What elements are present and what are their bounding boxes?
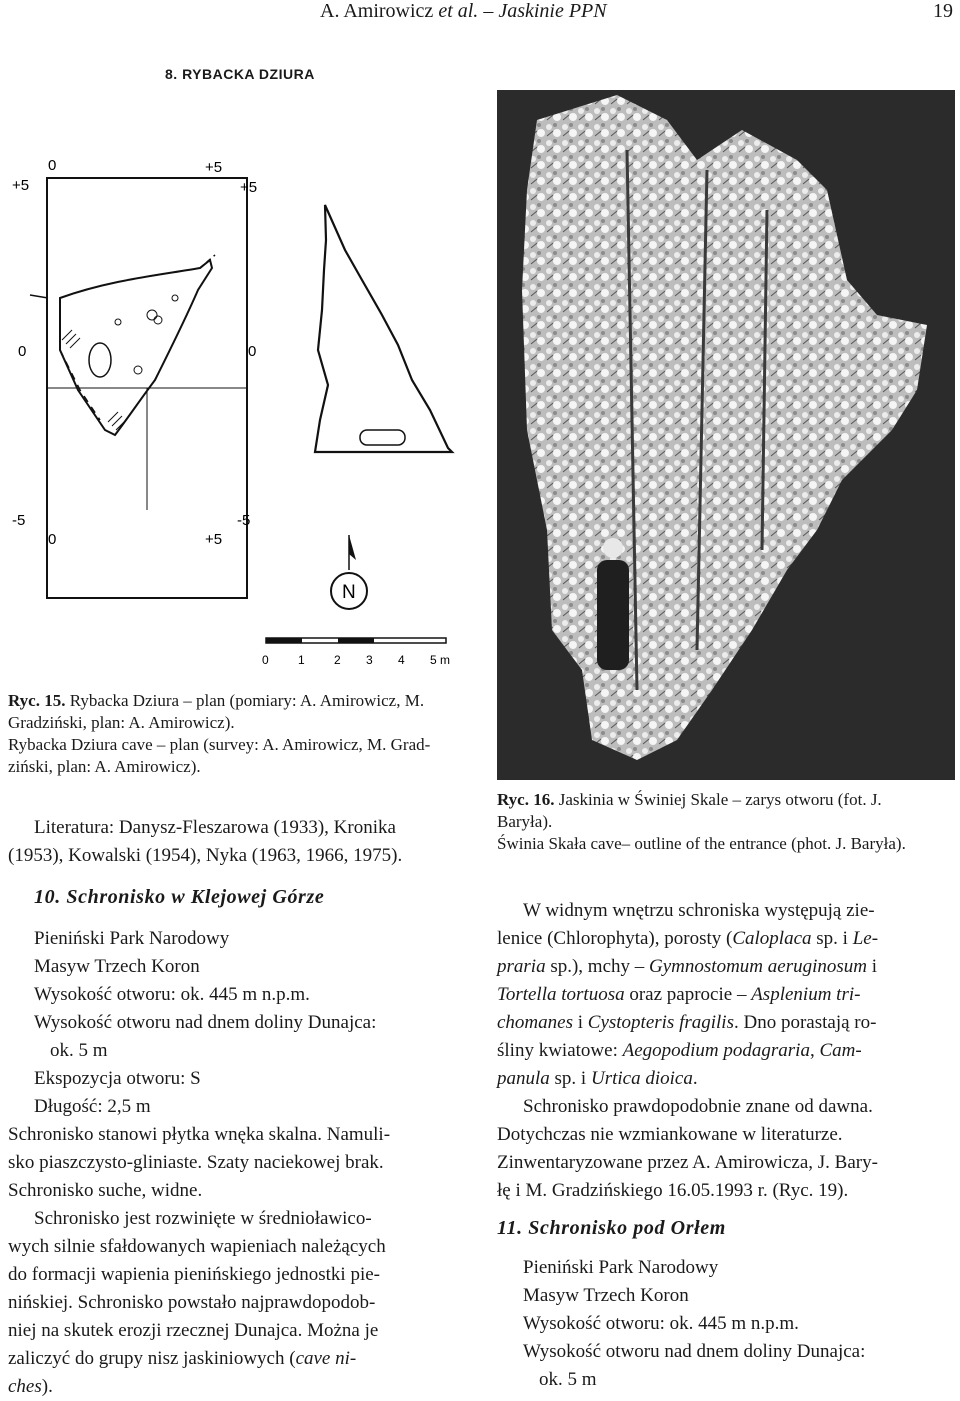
plan-rock-3 [172,295,178,301]
scale-bar-seg-1 [266,638,302,643]
grid-label-left-0: 0 [18,343,27,360]
grid-label-right-0: 0 [248,343,257,360]
scale-bar-seg-3 [338,638,374,643]
grid-label-bottom-0: 0 [48,531,57,548]
scale-label-3: 3 [366,653,373,667]
plan-dripline [60,350,100,420]
left-literature: Literatura: Danysz-Fleszarowa (1933), Kronika (1953), Kowalski (1954), Nyka (1963, 1966, 1975). [8,817,403,866]
plan-arrow-top [200,255,215,268]
scale-label-4: 4 [398,653,405,667]
grid-label-bottom-plus5: +5 [205,531,223,548]
photo-person-head [603,538,623,558]
grid-label-top-0: 0 [48,157,57,174]
section-10-info: Pieniński Park Narodowy Masyw Trzech Koron Wysokość otworu: ok. 445 m n.p.m. Wysokość otworu nad dnem doliny Dunajca: ok. 5 m Ekspozycja otworu: S Długość: 2,5 m Schronisko stanowi płytka wnęka skalna. Namuli- sko piaszczysto-gliniaste. Szaty naciekowej brak. Schronisko suche, widne. Schronisko jest rozwinięte w średnioławico- wych silnie sfałdowanych wapieniach należących do formacji wapienia pienińskiego jednostki pie- nińskiej. Schronisko powstało najprawdopodob- niej na skutek erozji rzecznej Dunajca. Można je zaliczyć do grupy nisz jaskiniowych (cave ni- ches). [8,928,391,1397]
grid-label-top-plus5: +5 [205,159,223,176]
scale-label-5m: 5 m [430,653,451,667]
cave-plan-figure [0,90,490,680]
plan-rock-5 [134,366,142,374]
north-arrow-icon [349,535,356,560]
header-authors: A. Amirowicz et al. – Jaskinie PPN [320,0,607,22]
north-label: N [342,582,356,603]
scale-label-0: 0 [262,653,269,667]
figure15-title: 8. RYBACKA DZIURA [165,66,315,82]
grid-label-right-plus5: +5 [240,179,258,196]
profile-outline [315,205,452,452]
figure16-caption: Ryc. 16. Jaskinia w Świniej Skale – zarys otworu (fot. J. Baryła). Świnia Skała cave– outline of the entrance (phot. J. Baryła). [497,790,906,853]
plan-outline [60,260,212,435]
grid-label-left-plus5: +5 [12,177,30,194]
plan-arrow-left [30,295,48,298]
right-paragraphs: W widnym wnętrzu schroniska występują zie- lenice (Chlorophyta), porosty (Caloplaca sp. i Le- praria sp.), mchy – Gymnostomum aeruginosum i Tortella tortuosa oraz paprocie – Asplenium tri- chomanes i Cystopteris fragilis. Dno porastają ro- śliny kwiatowe: Aegopodium podagraria, Cam- panula sp. i Urtica dioica. Schronisko prawdopodobnie znane od dawna. Dotychczas nie wzmiankowane w literaturze. Zinwentaryzowane przez A. Amirowicza, J. Bary- łę i M. Gradzińskiego 16.05.1993 r. (Ryc. 19). [497,900,879,1201]
page-number: 19 [933,0,953,22]
plan-rock-2 [154,316,162,324]
plan-boulder [89,343,111,377]
cave-entrance-photo [497,90,955,780]
section-10-title: 10. Schronisko w Klejowej Górze [34,886,325,908]
scale-label-2: 2 [334,653,341,667]
scale-label-1: 1 [298,653,305,667]
section-11-info: Pieniński Park Narodowy Masyw Trzech Koron Wysokość otworu: ok. 445 m n.p.m. Wysokość otworu nad dnem doliny Dunajca: ok. 5 m [523,1257,866,1390]
photo-person [597,560,629,670]
section-11-title: 11. Schronisko pod Orłem [497,1217,726,1239]
figure15-caption: Ryc. 15. Rybacka Dziura – plan (pomiary: A. Amirowicz, M. Gradziński, plan: A. Amirowicz). Rybacka Dziura cave – plan (survey: A. Amirowicz, M. Grad- ziński, plan: A. Amirowicz). [8,691,431,776]
grid-label-left-minus5: -5 [12,512,26,529]
grid-label-right-minus5: -5 [237,512,251,529]
plan-rock-1 [147,310,157,320]
plan-rock-4 [115,319,121,325]
profile-boulder [360,430,405,445]
